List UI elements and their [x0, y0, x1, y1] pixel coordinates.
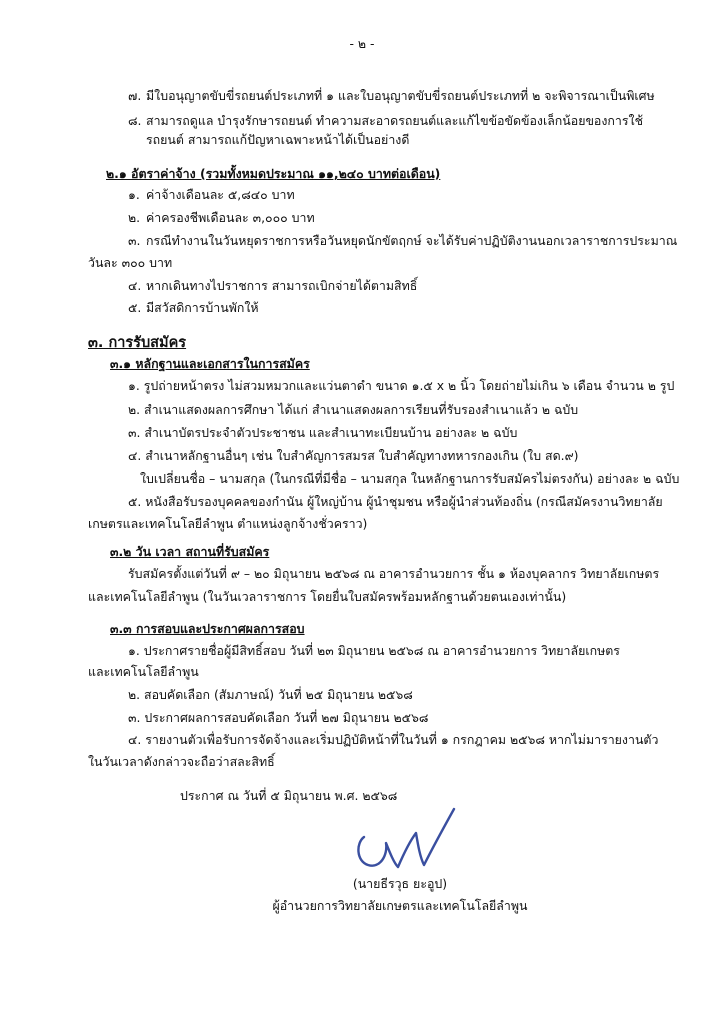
signer-name: (นายธีรวุธ ยะอูป) [352, 876, 448, 891]
qualification-item-8: ๘. สามารถดูแล บำรุงรักษารถยนต์ ทำความสะอาดรถยนต์และแก้ไขข้อขัดข้องเล็กน้อยของการใช้ [128, 113, 643, 128]
exam-item-4: ๔. รายงานตัวเพื่อรับการจัดจ้างและเริ่มปฏิบัติหน้าที่ในวันที่ ๑ กรกฎาคม ๒๕๖๘ หากไม่มารายงานตัว [128, 732, 659, 747]
exam-item-4-cont: ในวันเวลาดังกล่าวจะถือว่าสละสิทธิ์ [88, 754, 275, 769]
qualification-item-8-cont: รถยนต์ สามารถแก้ปัญหาเฉพาะหน้าได้เป็นอย่างดี [146, 132, 410, 147]
document-item-4: ๔. สำเนาหลักฐานอื่นๆ เช่น ใบสำคัญการสมรส ใบสำคัญทางทหารกองเกิน (ใบ สด.๙) [128, 448, 579, 463]
wage-heading: ๒.๑ อัตราค่าจ้าง (รวมทั้งหมดประมาณ ๑๑,๒๔๐ บาทต่อเดือน) [106, 166, 441, 181]
document-item-5: ๕. หนังสือรับรองบุคคลของกำนัน ผู้ใหญ่บ้าน ผู้นำชุมชน หรือผู้นำส่วนท้องถิ่น (กรณีสมัครงานวิทยาลัย [128, 494, 663, 509]
document-item-1: ๑. รูปถ่ายหน้าตรง ไม่สวมหมวกและแว่นตาดำ ขนาด ๑.๕ x ๒ นิ้ว โดยถ่ายไม่เกิน ๖ เดือน จำนวน ๒ รูป [128, 378, 675, 393]
datetime-line-2: และเทคโนโลยีลำพูน (ในวันเวลาราชการ โดยยื่นใบสมัครพร้อมหลักฐานด้วยตนเองเท่านั้น) [88, 589, 567, 604]
exam-item-1-cont: และเทคโนโลยีลำพูน [88, 664, 199, 679]
exam-item-2: ๒. สอบคัดเลือก (สัมภาษณ์) วันที่ ๒๕ มิถุนายน ๒๕๖๘ [128, 687, 413, 702]
document-item-4-cont: ใบเปลี่ยนชื่อ – นามสกุล (ในกรณีที่มีชื่อ – นามสกุล ในหลักฐานการรับสมัครไม่ตรงกัน) อย่างละ ๒ ฉบับ [140, 471, 680, 486]
exam-item-1: ๑. ประกาศรายชื่อผู้มีสิทธิ์สอบ วันที่ ๒๓ มิถุนายน ๒๕๖๘ ณ อาคารอำนวยการ วิทยาลัยเกษตร [128, 643, 620, 658]
wage-item-5: ๕. มีสวัสดิการบ้านพักให้ [128, 300, 259, 315]
announcement-date: ประกาศ ณ วันที่ ๕ มิถุนายน พ.ศ. ๒๕๖๘ [180, 788, 398, 803]
wage-item-2: ๒. ค่าครองชีพเดือนละ ๓,๐๐๐ บาท [128, 210, 315, 225]
datetime-line-1: รับสมัครตั้งแต่วันที่ ๙ – ๒๐ มิถุนายน ๒๕๖๘ ณ อาคารอำนวยการ ชั้น ๑ ห้องบุคลากร วิทยาลัยเกษตร [128, 566, 660, 581]
exam-item-3: ๓. ประกาศผลการสอบคัดเลือก วันที่ ๒๗ มิถุนายน ๒๕๖๘ [128, 710, 429, 725]
document-item-2: ๒. สำเนาแสดงผลการศึกษา ได้แก่ สำเนาแสดงผลการเรียนที่รับรองสำเนาแล้ว ๒ ฉบับ [128, 402, 579, 417]
signature-image [350, 797, 460, 877]
document-item-5-cont: เกษตรและเทคโนโลยีลำพูน ตำแหน่งลูกจ้างชั่วคราว) [88, 516, 368, 531]
wage-item-4: ๔. หากเดินทางไปราชการ สามารถเบิกจ่ายได้ตามสิทธิ์ [128, 278, 418, 293]
documents-heading: ๓.๑ หลักฐานและเอกสารในการสมัคร [110, 356, 310, 371]
document-item-3: ๓. สำเนาบัตรประจำตัวประชาชน และสำเนาทะเบียนบ้าน อย่างละ ๒ ฉบับ [128, 425, 518, 440]
datetime-heading: ๓.๒ วัน เวลา สถานที่รับสมัคร [110, 544, 270, 559]
application-heading: ๓. การรับสมัคร [88, 335, 187, 351]
exam-heading: ๓.๓ การสอบและประกาศผลการสอบ [110, 621, 305, 636]
wage-item-1: ๑. ค่าจ้างเดือนละ ๕,๘๔๐ บาท [128, 187, 295, 202]
qualification-item-7: ๗. มีใบอนุญาตขับขี่รถยนต์ประเภทที่ ๑ และใบอนุญาตขับขี่รถยนต์ประเภทที่ ๒ จะพิจารณาเป็นพิเศษ [128, 88, 655, 103]
signer-title: ผู้อำนวยการวิทยาลัยเกษตรและเทคโนโลยีลำพูน [272, 898, 528, 913]
wage-item-3: ๓. กรณีทำงานในวันหยุดราชการหรือวันหยุดนักขัตฤกษ์ จะได้รับค่าปฏิบัติงานนอกเวลาราชการประมาณ [128, 233, 678, 248]
wage-item-3-cont: วันละ ๓๐๐ บาท [88, 255, 173, 270]
page-number: - ๒ - [349, 36, 375, 51]
